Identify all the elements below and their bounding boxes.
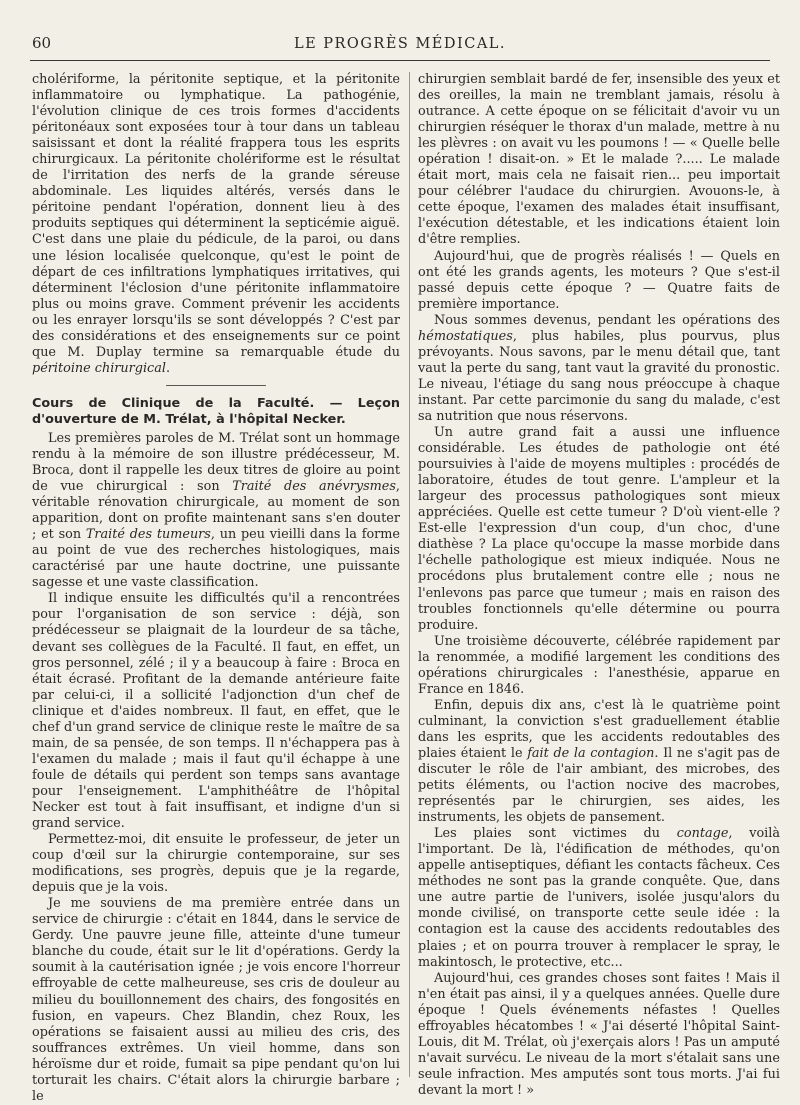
- page-header: [30, 32, 770, 61]
- paragraph-barbaric-surgery: chirurgien semblait bardé de fer, insensible des yeux et des oreilles, la main ne tremblant jamais, résolu à outrance. A cette époque on se félicitait d'avoir vu un chirurgien réséquer le thorax d'un malade, mettre à nu les plèvres : on avait vu les poumons ! — « Quelle belle opération ! disait-on. » Et le malade ?..... Le malade était mort, mais cela ne faisait rien... peu importait pour célébrer l'audace du chirurgien. Avouons-le, à cette époque, l'examen des malades était insuffisant, l'exécution détestable, et les indications étaient loin d'être remplies.: [418, 72, 780, 248]
- paragraph-pathology: Un autre grand fait a aussi une influence considérable. Les études de pathologie ont été poursuivies à l'aide de moyens multiples : procédés de laboratoire, études de tout genre. L'ampleur et la largeur des processus pathologiques sont mieux appréciées. Quelle est cette tumeur ? D'où vient-elle ? Est-elle l'expression d'un coup, d'un choc, d'une diathèse ? La place qu'occupe la masse morbide dans l'échelle pathologique est mieux indiquée. Nous ne procédons plus brutalement contre elle ; nous ne l'enlevons pas parce que tumeur ; mais en raison des troubles fonctionnels qu'elle détermine ou pourra produire.: [418, 425, 780, 633]
- text-run: . Il ne s'agit pas de discuter le rôle de l'air ambiant, des microbes, des petits éléments, ou l'action nocive des macrobes, représentés par le chirurgien, ses aides, les instruments, les objets de pansement.: [418, 745, 780, 826]
- paragraph-antiseptics: [418, 826, 780, 970]
- italic-run: contage: [676, 826, 729, 842]
- section-heading: Cours de Clinique de la Faculté. — Leçon d'ouverture de M. Trélat, à l'hôpital Necker.: [32, 395, 400, 427]
- paragraph-hemostatics: [418, 313, 780, 425]
- text-run: Enfin, depuis dix ans, c'est là le quatrième point culminant, la conviction s'est graduellement établie dans les esprits, que les accidents redoutables des plaies étaient le: [418, 697, 780, 761]
- paragraph-service-difficulties: Il indique ensuite les difficultés qu'il a rencontrées pour l'organisation de son service : déjà, son prédécesseur se plaignait de la lourdeur de sa tâche, devant ses collègues de la Faculté. Il faut, en effet, un gros personnel, zélé ; il y a beaucoup à faire : Broca en était écrasé. Profitant de la demande antérieure faite par celui-ci, il a sollicité l'adjonction d'un chef de clinique et d'aides nombreux. Il faut, en effet, que le chef d'un grand service de clinique reste le maître de sa main, de sa pensée, de son temps. Il n'échappera pas à l'examen du malade ; mais il faut qu'il échappe à une foule de détails qui perdent son temps sans avantage pour l'enseignement. L'amphithéâtre de l'hôpital Necker est tout à fait insuffisant, et indigne d'un si grand service.: [32, 591, 400, 832]
- paragraph-contagion: [418, 698, 780, 826]
- paragraph-hecatombs: Aujourd'hui, ces grandes choses sont faites ! Mais il n'en était pas ainsi, il y a quelques années. Quelle dure époque ! Quels événements néfastes ! Quelles effroyables hécatombes ! « J'ai déserté l'hôpital Saint-Louis, dit M. Trélat, où j'exerçais alors ! Pas un amputé n'avait survécu. Le niveau de la mort s'étalait sans une seule infraction. Mes amputés sont tous morts. J'ai fui devant la mort ! »: [418, 970, 780, 1098]
- text-run: Nous sommes devenus, pendant les opérations des: [434, 312, 780, 328]
- italic-run: Traité des tumeurs: [85, 527, 211, 543]
- section-divider: [166, 385, 266, 386]
- text-run: Les premières paroles de M. Trélat sont un hommage rendu à la mémoire de son illustre prédécesseur, M. Broca, dont il rappelle les deux titres de gloire au point de vue chirurgical : son: [32, 430, 400, 495]
- italic-run: hémostatiques: [418, 328, 513, 344]
- journal-title: LE PROGRÈS MÉDICAL.: [293, 36, 507, 52]
- paragraph-first-entry: Je me souviens de ma première entrée dans un service de chirurgie : c'était en 1844, dans le service de Gerdy. Une pauvre jeune fille, atteinte d'une tumeur blanche du coude, était sur le lit d'opérations. Gerdy la soumit à la cautérisation ignée ; je vois encore l'horreur effroyable de cette malheureuse, ses cris de douleur au milieu du bouillonnement des chairs, des fongosités en fusion, en vapeurs. Chez Blandin, chez Roux, les opérations se faisaient aussi au milieu des cris, des souffrances extrêmes. Un vieil homme, dans son héroïsme dur et roide, fumait sa pipe pendant qu'on lui torturait les chairs. C'était alors la chirurgie barbare ; le: [32, 896, 400, 1104]
- left-column: [32, 72, 400, 1104]
- text-run: , plus habiles, plus pourvus, plus prévoyants. Nous savons, par le menu détail que, tant vaut la perte du sang, tant vaut la gravité du pronostic. Le niveau, l'étiage du sang nous préoccupe à chaque instant. Par cette parcimonie du sang du malade, c'est sa nutrition que nous réservons.: [418, 328, 780, 424]
- paragraph-progress: Aujourd'hui, que de progrès réalisés ! — Quels en ont été les grands agents, les moteurs ? Que s'est-il passé depuis cette époque ? — Quatre faits de première importance.: [418, 248, 780, 312]
- text-run: , un peu vieilli dans la forme au point de vue des recherches histologiques, mais caractérisé par une haute doctrine, une puissante sagesse et une vaste classification.: [32, 527, 400, 591]
- paragraph-broca-tribute: [32, 431, 400, 591]
- page-number: 60: [32, 34, 52, 52]
- paragraph-peritonitis: [32, 72, 400, 377]
- italic-run: fait de la contagion: [527, 745, 655, 761]
- text-run: cholériforme, la péritonite septique, et la péritonite inflammatoire ou lymphatique. La pathogénie, l'évolution clinique de ces trois formes d'accidents péritonéaux sont exposées tour à tour dans un tableau saisissant et dont la réalité frappera tous les esprits chirurgicaux. La péritonite cholériforme est le résultat de l'irritation des nerfs de la grande séreuse abdominale. Les liquides altérés, versés dans le péritoine pendant l'opération, donnent lieu à des produits septiques qui déterminent la septicémie aiguë. C'est dans une plaie du pédicule, de la paroi, ou dans une lésion localisée quelconque, qu'est le point de départ de ces infiltrations lymphatiques irritatives, qui déterminent l'éclosion d'une péritonite inflammatoire plus ou moins grave. Comment prévenir les accidents ou les enrayer lorsqu'ils se sont développés ? C'est par des considérations et des enseignements sur ce point que M. Duplay termine sa remarquable étude du: [32, 72, 400, 360]
- italic-run: Traité des anévrysmes: [232, 479, 396, 495]
- text-run: .: [165, 360, 171, 376]
- text-run: Les plaies sont victimes du: [434, 826, 677, 842]
- right-column: [418, 72, 780, 1098]
- paragraph-contemporary-surgery: Permettez-moi, dit ensuite le professeur, de jeter un coup d'œil sur la chirurgie contemporaine, sur ses modifications, ses progrès, depuis que je la regarde, depuis que je la vois.: [32, 832, 400, 896]
- paragraph-anesthesia: Une troisième découverte, célébrée rapidement par la renommée, a modifié largement les conditions des opérations chirurgicales : l'anesthésie, apparue en France en 1846.: [418, 633, 780, 697]
- text-run: , voilà l'important. De là, l'édification de méthodes, qu'on appelle antiseptiques, défiant les contacts fâcheux. Ces méthodes ne sont pas la grande conquête. Que, dans une autre partie de l'univers, isolée jusqu'alors du monde civilisé, on transporte cette seule idée : la contagion est la cause des accidents redoutables des plaies ; et on pourra trouver à remplacer le spray, le makintosch, le protective, etc...: [418, 826, 780, 970]
- column-divider: [409, 72, 410, 1077]
- italic-run: péritoine chirurgical: [32, 360, 166, 376]
- text-run: , véritable rénovation chirurgicale, au moment de son apparition, dont on profite maintenant sans s'en douter ; et son: [32, 479, 400, 543]
